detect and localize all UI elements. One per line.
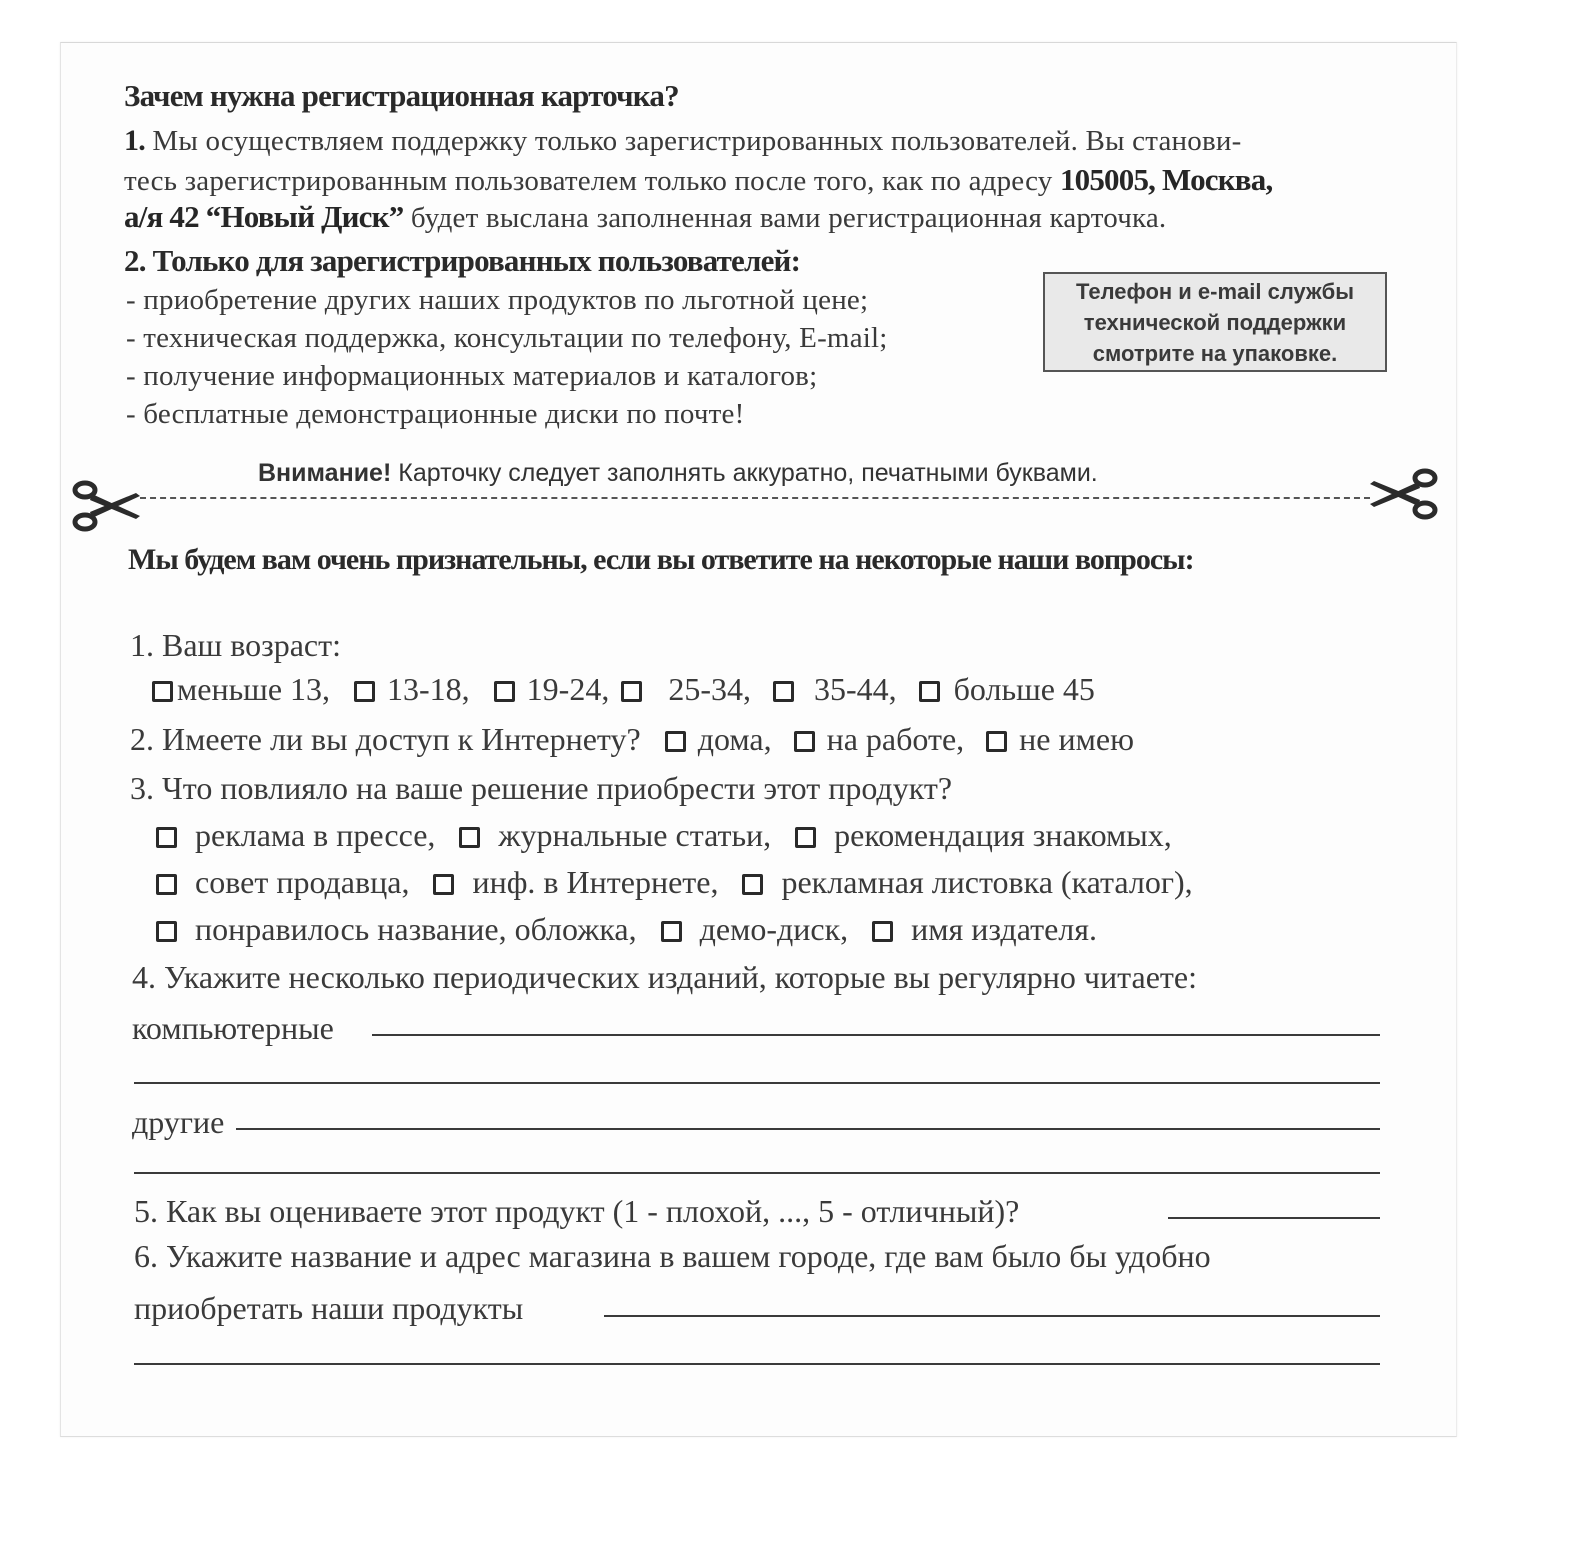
paragraph-1-line-3 xyxy=(124,199,1166,235)
q3-options-row-3 xyxy=(156,911,1097,948)
benefit-item: - получение информационных материалов и каталогов; xyxy=(126,360,818,392)
support-info-line-3: смотрите на упаковке. xyxy=(1092,340,1338,366)
internet-option-work[interactable]: на работе, xyxy=(794,721,965,758)
q4-label: 4. Укажите несколько периодических изданий, которые вы регулярно читаете: xyxy=(132,959,1197,995)
influence-option-seller[interactable]: совет продавца, xyxy=(156,864,409,901)
scissors-icon xyxy=(70,478,142,536)
other-magazines-field-2[interactable] xyxy=(134,1172,1380,1174)
benefit-item: - техническая поддержка, консультации по телефону, E-mail; xyxy=(126,322,888,354)
checkbox-icon[interactable] xyxy=(773,681,794,702)
checkbox-icon[interactable] xyxy=(665,731,686,752)
paragraph-1-text: Мы осуществляем поддержку только зарегистрированных пользователей. Вы станови- xyxy=(152,125,1242,157)
q1-label: 1. Ваш возраст: xyxy=(130,627,341,663)
paragraph-1-line-1 xyxy=(124,124,1241,158)
scissors-icon xyxy=(1368,466,1440,524)
q3-label: 3. Что повлияло на ваше решение приобрести этот продукт? xyxy=(130,770,953,806)
rating-field[interactable] xyxy=(1168,1217,1380,1219)
support-info-line-2: технической поддержки xyxy=(1083,309,1347,335)
checkbox-icon[interactable] xyxy=(152,681,173,702)
computer-magazines-field[interactable] xyxy=(372,1034,1380,1036)
q4-computer-label: компьютерные xyxy=(132,1010,334,1046)
checkbox-icon[interactable] xyxy=(794,731,815,752)
age-option-13-18[interactable]: 13-18, xyxy=(354,671,470,708)
benefit-item: - бесплатные демонстрационные диски по почте! xyxy=(126,398,745,430)
support-info-box xyxy=(1043,272,1387,372)
paragraph-1-text-3: будет выслана заполненная вами регистрационная карточка. xyxy=(410,202,1167,234)
checkbox-icon[interactable] xyxy=(156,874,177,895)
support-info-line-1: Телефон и e-mail службы xyxy=(1075,278,1355,304)
influence-option-press-ads[interactable]: реклама в прессе, xyxy=(156,817,435,854)
paragraph-1-text-2: тесь зарегистрированным пользователем только после того, как по адресу xyxy=(124,165,1053,197)
paragraph-1-line-2 xyxy=(124,162,1272,198)
q4-other-label: другие xyxy=(132,1104,225,1140)
age-option-over-45[interactable]: больше 45 xyxy=(919,671,1095,708)
influence-option-publisher[interactable]: имя издателя. xyxy=(872,911,1097,948)
why-title: Зачем нужна регистрационная карточка? xyxy=(124,78,679,113)
age-option-25-34[interactable]: 25-34, xyxy=(621,671,751,708)
checkbox-icon[interactable] xyxy=(354,681,375,702)
checkbox-icon[interactable] xyxy=(621,681,642,702)
computer-magazines-field-2[interactable] xyxy=(134,1082,1380,1084)
checkbox-icon[interactable] xyxy=(795,827,816,848)
influence-option-friends[interactable]: рекомендация знакомых, xyxy=(795,817,1172,854)
q3-options-row-1 xyxy=(156,817,1172,854)
survey-title: Мы будем вам очень признательны, если вы ответите на некоторые наши вопросы: xyxy=(128,543,1194,576)
influence-option-demo-disc[interactable]: демо-диск, xyxy=(661,911,849,948)
checkbox-icon[interactable] xyxy=(872,921,893,942)
paragraph-2-title: 2. Только для зарегистрированных пользователей: xyxy=(124,243,801,278)
influence-option-title-cover[interactable]: понравилось название, обложка, xyxy=(156,911,637,948)
checkbox-icon[interactable] xyxy=(742,874,763,895)
checkbox-icon[interactable] xyxy=(459,827,480,848)
attention-note xyxy=(258,459,1098,488)
checkbox-icon[interactable] xyxy=(156,827,177,848)
attention-lead: Внимание! xyxy=(258,459,392,487)
q3-options-row-2 xyxy=(156,864,1193,901)
address-city: 105005, Москва, xyxy=(1059,162,1273,197)
age-option-under-13[interactable]: меньше 13, xyxy=(152,671,330,708)
checkbox-icon[interactable] xyxy=(661,921,682,942)
q2-label: 2. Имеете ли вы доступ к Интернету? xyxy=(130,721,641,757)
age-option-19-24[interactable]: 19-24, xyxy=(494,671,610,708)
age-option-35-44[interactable]: 35-44, xyxy=(773,671,897,708)
checkbox-icon[interactable] xyxy=(494,681,515,702)
internet-option-home[interactable]: дома, xyxy=(665,721,772,758)
checkbox-icon[interactable] xyxy=(986,731,1007,752)
internet-option-none[interactable]: не имею xyxy=(986,721,1134,758)
q6-label-line-2: приобретать наши продукты xyxy=(134,1290,524,1326)
store-field[interactable] xyxy=(604,1315,1380,1317)
checkbox-icon[interactable] xyxy=(156,921,177,942)
checkbox-icon[interactable] xyxy=(433,874,454,895)
cut-line xyxy=(140,497,1370,499)
q1-options xyxy=(152,671,1095,708)
paragraph-1-number: 1. xyxy=(124,124,145,157)
address-box: а/я 42 “Новый Диск” xyxy=(124,199,404,234)
checkbox-icon[interactable] xyxy=(919,681,940,702)
influence-option-magazine-articles[interactable]: журнальные статьи, xyxy=(459,817,771,854)
benefit-item: - приобретение других наших продуктов по льготной цене; xyxy=(126,284,869,316)
other-magazines-field[interactable] xyxy=(236,1128,1380,1130)
influence-option-leaflet[interactable]: рекламная листовка (каталог), xyxy=(742,864,1192,901)
store-field-2[interactable] xyxy=(134,1363,1380,1365)
q5-label: 5. Как вы оцениваете этот продукт (1 - плохой, ..., 5 - отличный)? xyxy=(134,1193,1020,1229)
q2-row xyxy=(130,721,1134,758)
influence-option-internet[interactable]: инф. в Интернете, xyxy=(433,864,718,901)
attention-text: Карточку следует заполнять аккуратно, печатными буквами. xyxy=(398,459,1098,487)
q6-label-line-1: 6. Укажите название и адрес магазина в вашем городе, где вам было бы удобно xyxy=(134,1238,1211,1274)
